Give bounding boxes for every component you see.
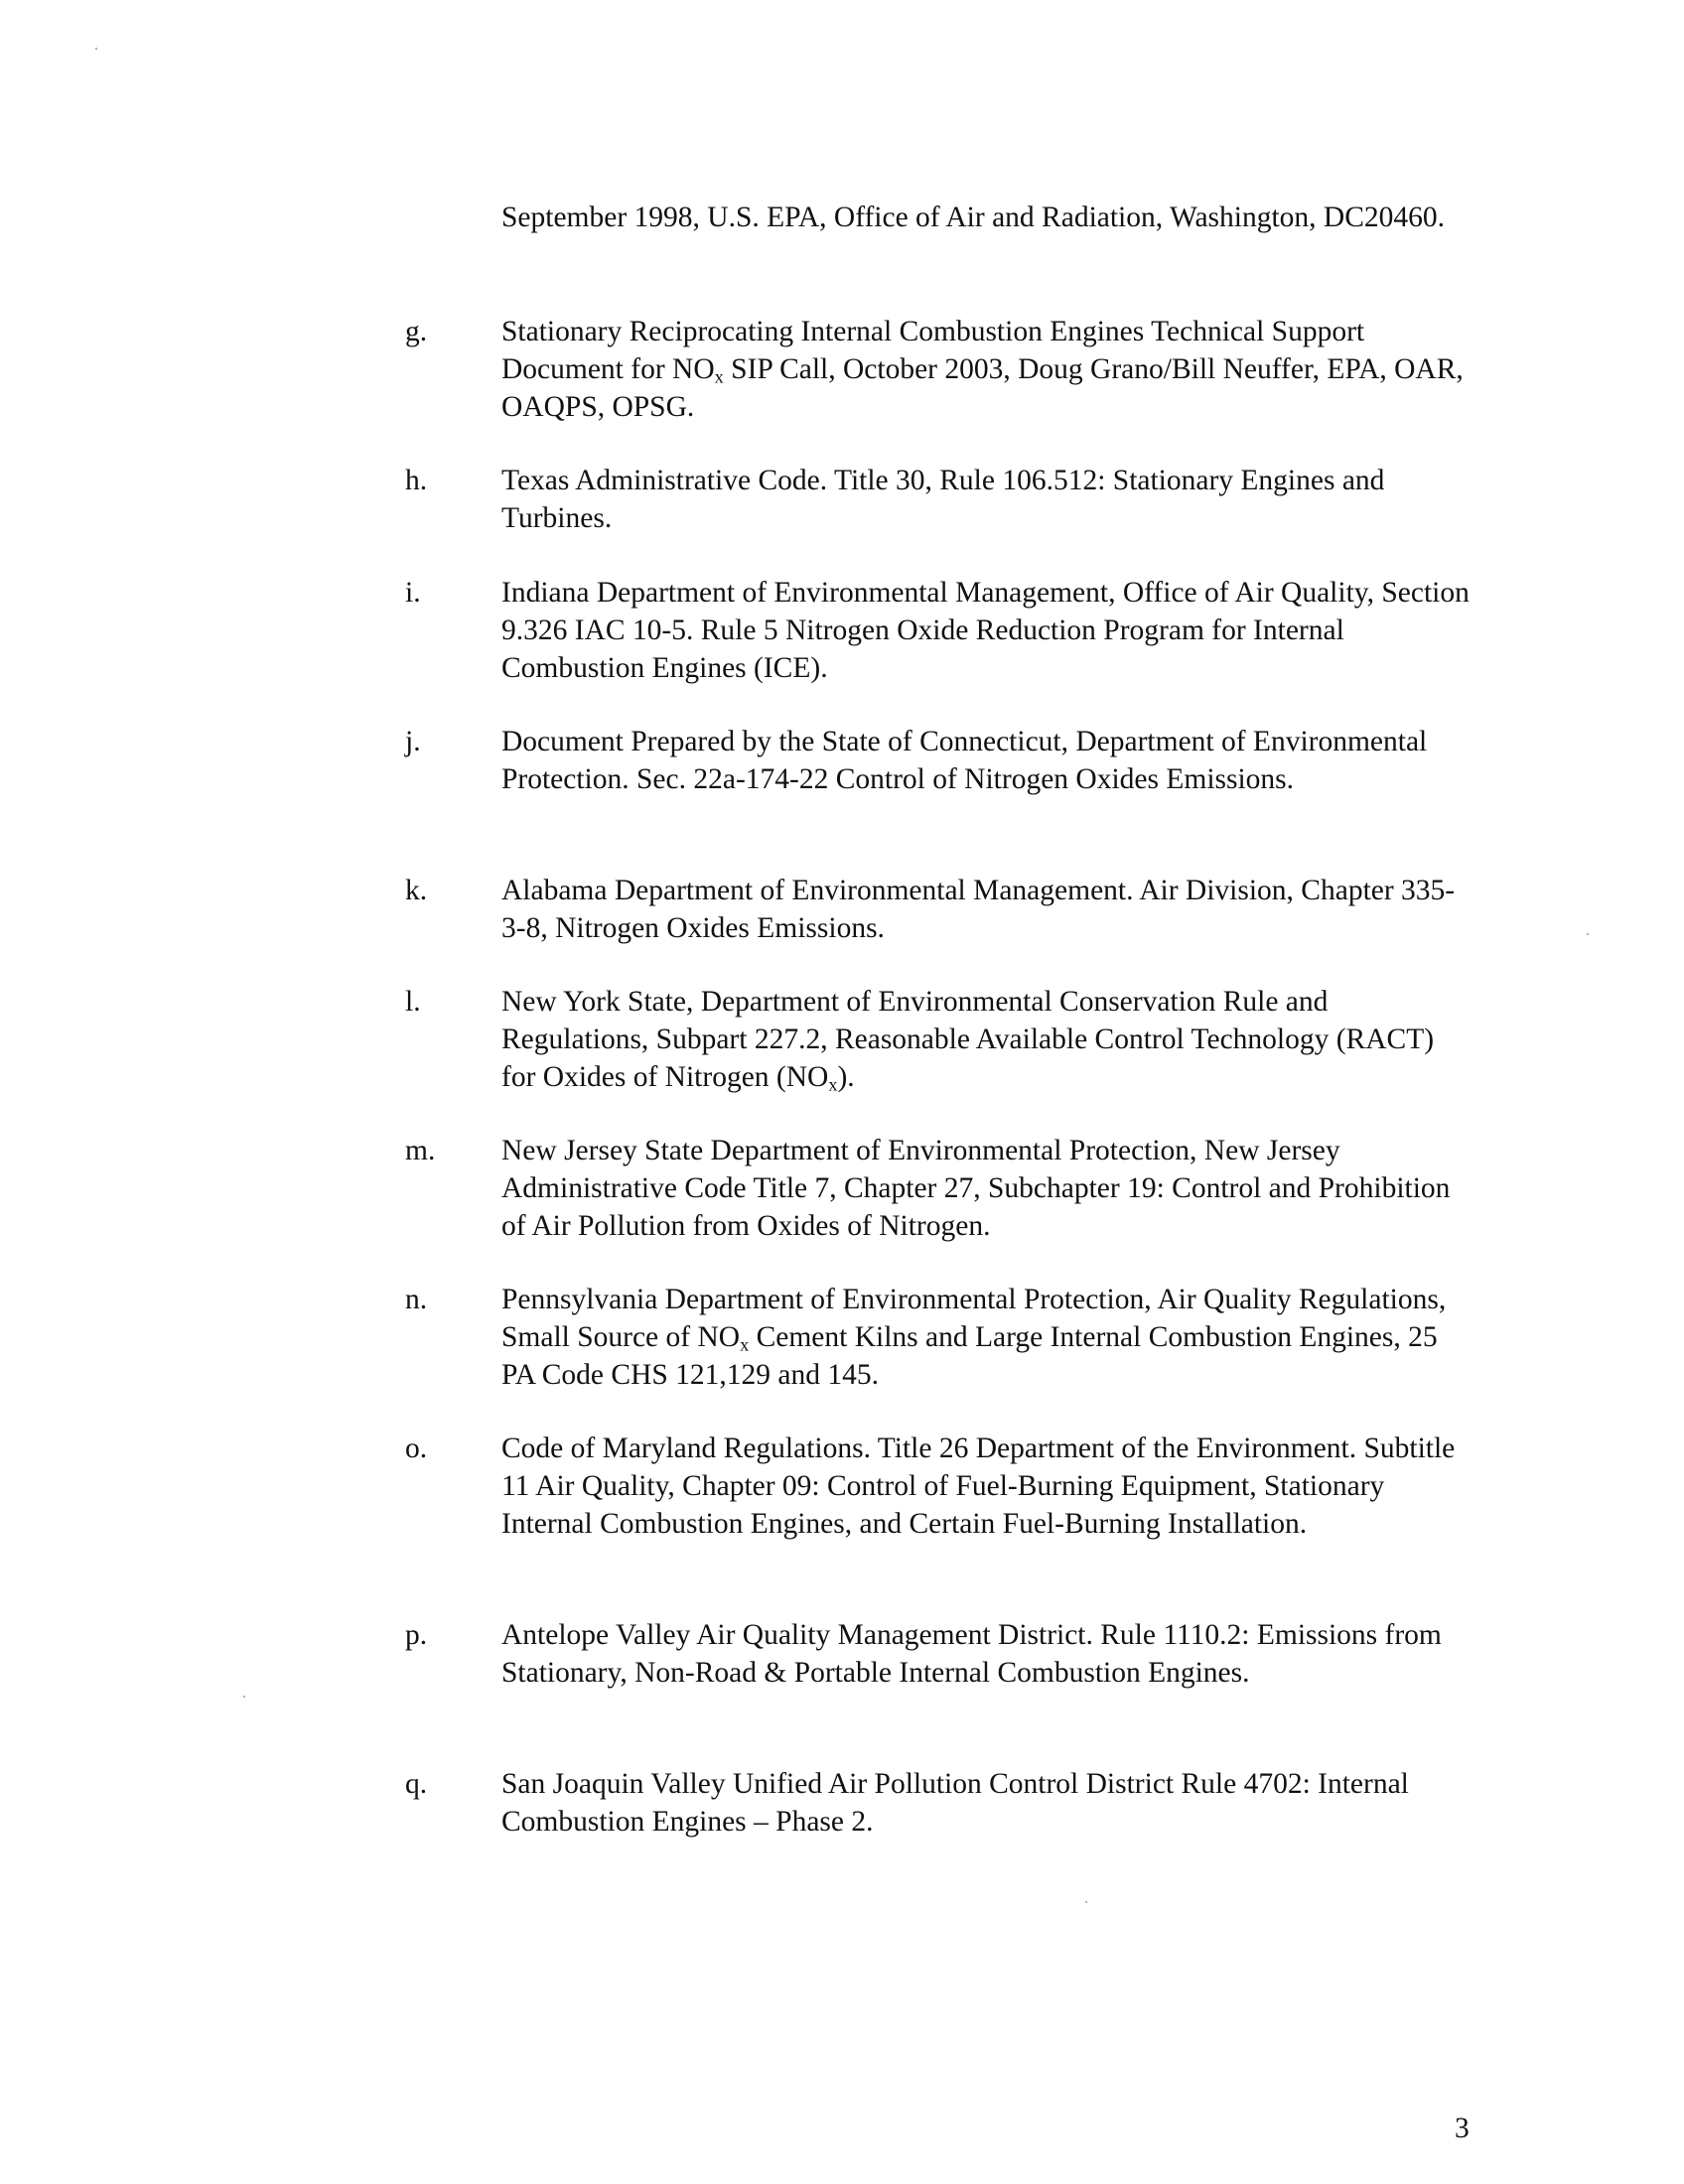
reference-text: Code of Maryland Regulations. Title 26 Department of the Environment. Subtitle 11 Air Quality, Chapter 09: Control of Fuel-Burning Equipment, Stationary Internal Combustion Engines, and Certain Fuel-Burning Installation.	[501, 1433, 1456, 1540]
reference-label: o.	[405, 1433, 428, 1464]
reference-label: g.	[405, 316, 428, 347]
reference-label: m.	[405, 1135, 436, 1166]
reference-continuation: September 1998, U.S. EPA, Office of Air and Radiation, Washington, DC20460.	[501, 202, 1446, 233]
reference-label: l.	[405, 986, 421, 1018]
reference-text: Antelope Valley Air Quality Management District. Rule 1110.2: Emissions from Stationary, Non-Road & Portable Internal Combustion Engines.	[501, 1619, 1442, 1689]
reference-text: Alabama Department of Environmental Management. Air Division, Chapter 335-3-8, Nitrogen Oxides Emissions.	[501, 875, 1456, 944]
reference-text: New York State, Department of Environmental Conservation Rule and Regulations, Subpart 227.2, Reasonable Available Control Technology (RACT) for Oxides of Nitrogen $(NO_x)$.	[501, 986, 1435, 1095]
reference-text: Indiana Department of Environmental Management, Office of Air Quality, Section 9.326 IAC 10-5. Rule 5 Nitrogen Oxide Reduction Program for Internal Combustion Engines (ICE).	[501, 577, 1470, 684]
page-number: 3	[1455, 2113, 1470, 2144]
reference-text: Document Prepared by the State of Connecticut, Department of Environmental Protection. Sec. 22a-174-22 Control of Nitrogen Oxides Emissions.	[501, 726, 1428, 795]
scan-speck	[95, 48, 97, 50]
reference-text: Stationary Reciprocating Internal Combustion Engines Technical Support Document for $NO_x$ SIP Call, October 2003, Doug Grano/Bill Neuffer, EPA, OAR, OAQPS, OPSG.	[501, 316, 1464, 423]
reference-text: Texas Administrative Code. Title 30, Rule 106.512: Stationary Engines and Turbines.	[501, 465, 1385, 534]
reference-label: i.	[405, 577, 421, 609]
reference-text: New Jersey State Department of Environmental Protection, New Jersey Administrative Code Title 7, Chapter 27, Subchapter 19: Control and Prohibition of Air Pollution from Oxides of Nitrogen.	[501, 1135, 1451, 1242]
scan-speck	[1587, 933, 1589, 935]
scan-speck	[243, 1696, 245, 1698]
reference-label: n.	[405, 1284, 428, 1315]
reference-label: p.	[405, 1619, 428, 1651]
scan-speck	[1085, 1901, 1087, 1903]
reference-text: San Joaquin Valley Unified Air Pollution Control District Rule 4702: Internal Combustion Engines – Phase 2.	[501, 1768, 1409, 1838]
reference-label: h.	[405, 465, 428, 496]
reference-label: q.	[405, 1768, 428, 1800]
reference-text: Pennsylvania Department of Environmental Protection, Air Quality Regulations, Small Source of $NO_x$ Cement Kilns and Large Internal Combustion Engines, 25 PA Code CHS 121,129 and 145.	[501, 1284, 1447, 1391]
reference-label: k.	[405, 875, 428, 906]
reference-label: j.	[405, 726, 421, 757]
